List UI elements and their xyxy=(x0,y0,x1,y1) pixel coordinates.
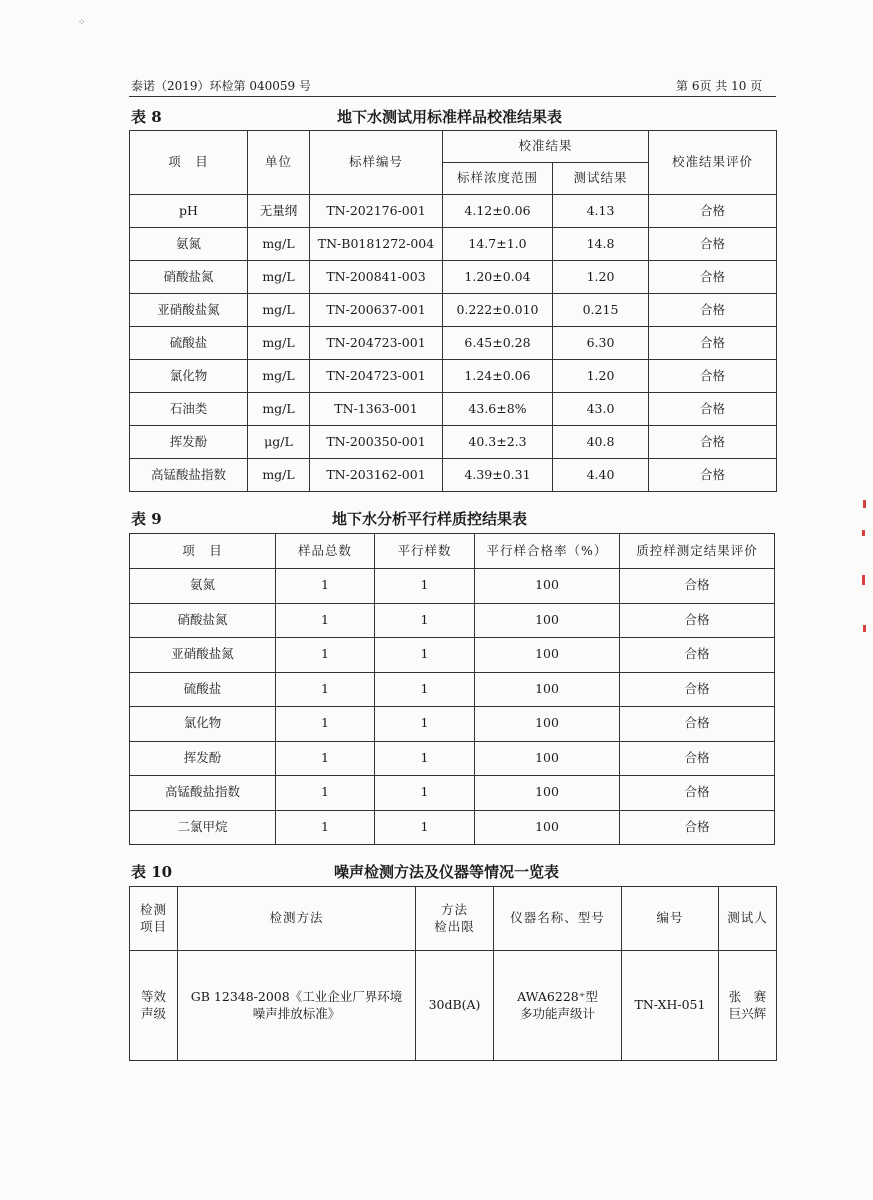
table8-cell-unit: 无量纲 xyxy=(248,195,310,228)
table8-cell-code: TN-B0181272-004 xyxy=(310,228,443,261)
table8-cell-result: 43.0 xyxy=(553,393,649,426)
table9-cell-total: 1 xyxy=(276,810,375,845)
table8-cell-result: 40.8 xyxy=(553,426,649,459)
table8-row xyxy=(130,261,777,294)
table9-cell-rate: 100 xyxy=(475,776,620,811)
table8-cell-result: 1.20 xyxy=(553,261,649,294)
table9-cell-parallel: 1 xyxy=(375,776,475,811)
table9-header-total: 样品总数 xyxy=(276,534,375,569)
table9-row xyxy=(130,603,775,638)
table10-tester-l1: 张 赛 xyxy=(728,988,767,1004)
table8 xyxy=(129,130,777,492)
table9-cell-parallel: 1 xyxy=(375,810,475,845)
table8-cell-code: TN-1363-001 xyxy=(310,393,443,426)
table9-cell-parallel: 1 xyxy=(375,707,475,742)
table10-method-l1: GB 12348-2008《工业企业厂界环境 xyxy=(190,988,403,1004)
table8-cell-item: 氯化物 xyxy=(130,360,248,393)
table8-row xyxy=(130,195,777,228)
table8-cell-unit: mg/L xyxy=(248,294,310,327)
table8-cell-unit: mg/L xyxy=(248,459,310,492)
table10-instrument-l2: 多功能声级计 xyxy=(519,1005,595,1021)
table8-header-result: 测试结果 xyxy=(553,163,649,195)
table9-cell-eval: 合格 xyxy=(620,707,775,742)
table9-cell-total: 1 xyxy=(276,569,375,604)
table9-cell-eval: 合格 xyxy=(620,810,775,845)
table9-header-rate: 平行样合格率（%） xyxy=(475,534,620,569)
table9-cell-item: 挥发酚 xyxy=(130,741,276,776)
edge-mark xyxy=(863,625,866,632)
table10-cell-method xyxy=(178,951,416,1061)
table9-cell-rate: 100 xyxy=(475,603,620,638)
table8-cell-item: 硫酸盐 xyxy=(130,327,248,360)
table8-cell-eval: 合格 xyxy=(649,327,777,360)
edge-mark xyxy=(862,575,865,585)
table8-cell-eval: 合格 xyxy=(649,459,777,492)
table9-cell-rate: 100 xyxy=(475,672,620,707)
table9-title: 地下水分析平行样质控结果表 xyxy=(332,510,528,528)
table8-title: 地下水测试用标准样品校准结果表 xyxy=(337,108,563,126)
table8-row xyxy=(130,327,777,360)
table9-cell-eval: 合格 xyxy=(620,672,775,707)
table8-cell-code: TN-204723-001 xyxy=(310,327,443,360)
scan-smudge: ⁘ xyxy=(78,18,86,28)
table10-item-l2: 声级 xyxy=(140,1005,166,1021)
table8-cell-eval: 合格 xyxy=(649,426,777,459)
table10-header-method: 检测方法 xyxy=(178,887,416,951)
table8-cell-code: TN-200637-001 xyxy=(310,294,443,327)
table9-cell-item: 亚硝酸盐氮 xyxy=(130,638,276,673)
table10-header-limit xyxy=(416,887,494,951)
table10-header-limit-l1: 方法 xyxy=(440,901,468,917)
table9-row xyxy=(130,638,775,673)
table8-cell-unit: mg/L xyxy=(248,393,310,426)
table9-row xyxy=(130,707,775,742)
table8-cell-code: TN-200350-001 xyxy=(310,426,443,459)
table9-cell-eval: 合格 xyxy=(620,638,775,673)
table9-cell-rate: 100 xyxy=(475,638,620,673)
table9-cell-rate: 100 xyxy=(475,741,620,776)
table8-cell-code: TN-204723-001 xyxy=(310,360,443,393)
page-number: 第 6页 共 10 页 xyxy=(676,79,763,93)
table10-header-item-l1: 检测 xyxy=(139,901,167,917)
table8-cell-result: 14.8 xyxy=(553,228,649,261)
table8-cell-result: 4.40 xyxy=(553,459,649,492)
table10-cell-instrument xyxy=(494,951,622,1061)
table8-cell-eval: 合格 xyxy=(649,294,777,327)
table9-cell-parallel: 1 xyxy=(375,741,475,776)
table8-cell-range: 4.39±0.31 xyxy=(443,459,553,492)
table10-header-item xyxy=(130,887,178,951)
table8-row xyxy=(130,426,777,459)
table9-cell-total: 1 xyxy=(276,672,375,707)
table8-cell-range: 14.7±1.0 xyxy=(443,228,553,261)
edge-mark xyxy=(863,500,866,508)
table8-cell-item: 高锰酸盐指数 xyxy=(130,459,248,492)
table8-row xyxy=(130,393,777,426)
table8-cell-code: TN-203162-001 xyxy=(310,459,443,492)
table8-cell-item: 石油类 xyxy=(130,393,248,426)
table9-cell-parallel: 1 xyxy=(375,638,475,673)
table9-row xyxy=(130,810,775,845)
table10-cell-code: TN-XH-051 xyxy=(622,951,719,1061)
table8-cell-range: 1.24±0.06 xyxy=(443,360,553,393)
table8-cell-range: 0.222±0.010 xyxy=(443,294,553,327)
table8-header-code: 标样编号 xyxy=(310,131,443,195)
table8-cell-unit: μg/L xyxy=(248,426,310,459)
table10-item-l1: 等效 xyxy=(140,988,166,1004)
table8-cell-range: 40.3±2.3 xyxy=(443,426,553,459)
table9-cell-eval: 合格 xyxy=(620,569,775,604)
table8-cell-result: 6.30 xyxy=(553,327,649,360)
edge-mark xyxy=(862,530,865,536)
table10 xyxy=(129,886,777,1061)
table9-cell-eval: 合格 xyxy=(620,603,775,638)
table8-cell-item: pH xyxy=(130,195,248,228)
table8-row xyxy=(130,360,777,393)
table9-cell-rate: 100 xyxy=(475,707,620,742)
table9-cell-total: 1 xyxy=(276,603,375,638)
table8-cell-range: 1.20±0.04 xyxy=(443,261,553,294)
table8-header-unit: 单位 xyxy=(248,131,310,195)
table9-row xyxy=(130,776,775,811)
table9-cell-parallel: 1 xyxy=(375,603,475,638)
table9-cell-eval: 合格 xyxy=(620,741,775,776)
table8-cell-range: 6.45±0.28 xyxy=(443,327,553,360)
table8-header-range: 标样浓度范围 xyxy=(443,163,553,195)
table9-row xyxy=(130,672,775,707)
table8-cell-code: TN-202176-001 xyxy=(310,195,443,228)
table9-row xyxy=(130,569,775,604)
table8-cell-item: 氨氮 xyxy=(130,228,248,261)
table9-cell-parallel: 1 xyxy=(375,672,475,707)
table8-cell-result: 0.215 xyxy=(553,294,649,327)
table8-cell-unit: mg/L xyxy=(248,360,310,393)
table8-cell-result: 4.13 xyxy=(553,195,649,228)
table8-header-item: 项 目 xyxy=(130,131,248,195)
table8-cell-unit: mg/L xyxy=(248,228,310,261)
table10-label: 表 10 xyxy=(131,863,173,881)
table9-label: 表 9 xyxy=(131,510,162,528)
table10-cell-item xyxy=(130,951,178,1061)
table10-instrument-l1: AWA6228⁺型 xyxy=(517,988,598,1004)
table9-cell-total: 1 xyxy=(276,776,375,811)
table10-method-l2: 噪声排放标准》 xyxy=(252,1005,341,1021)
table8-cell-unit: mg/L xyxy=(248,327,310,360)
table8-cell-eval: 合格 xyxy=(649,261,777,294)
table8-cell-eval: 合格 xyxy=(649,393,777,426)
table9 xyxy=(129,533,775,845)
table8-cell-eval: 合格 xyxy=(649,195,777,228)
table9-row xyxy=(130,741,775,776)
table10-header-code: 编号 xyxy=(622,887,719,951)
table9-cell-item: 高锰酸盐指数 xyxy=(130,776,276,811)
table8-cell-item: 亚硝酸盐氮 xyxy=(130,294,248,327)
table10-title: 噪声检测方法及仪器等情况一览表 xyxy=(334,863,560,881)
table10-header-instrument: 仪器名称、型号 xyxy=(494,887,622,951)
table8-row xyxy=(130,228,777,261)
table9-cell-item: 氯化物 xyxy=(130,707,276,742)
table8-header-eval: 校准结果评价 xyxy=(649,131,777,195)
table8-cell-item: 挥发酚 xyxy=(130,426,248,459)
table9-header-item: 项 目 xyxy=(130,534,276,569)
table8-cell-unit: mg/L xyxy=(248,261,310,294)
table8-header-calib: 校准结果 xyxy=(443,131,649,163)
table9-cell-rate: 100 xyxy=(475,569,620,604)
table8-cell-eval: 合格 xyxy=(649,228,777,261)
table9-header-eval: 质控样测定结果评价 xyxy=(620,534,775,569)
table8-row xyxy=(130,459,777,492)
table10-header-item-l2: 项目 xyxy=(139,918,167,934)
table9-header-parallel: 平行样数 xyxy=(375,534,475,569)
table10-header-tester: 测试人 xyxy=(719,887,777,951)
table8-cell-item: 硝酸盐氮 xyxy=(130,261,248,294)
table8-row xyxy=(130,294,777,327)
table10-cell-tester xyxy=(719,951,777,1061)
table8-label: 表 8 xyxy=(131,108,162,126)
table9-cell-item: 二氯甲烷 xyxy=(130,810,276,845)
table8-cell-range: 43.6±8% xyxy=(443,393,553,426)
table9-cell-item: 氨氮 xyxy=(130,569,276,604)
table8-cell-result: 1.20 xyxy=(553,360,649,393)
table9-cell-item: 硫酸盐 xyxy=(130,672,276,707)
table10-tester-l2: 巨兴辉 xyxy=(728,1005,767,1021)
table9-cell-item: 硝酸盐氮 xyxy=(130,603,276,638)
report-number: 泰诺（2019）环检第 040059 号 xyxy=(131,79,311,93)
table9-cell-total: 1 xyxy=(276,741,375,776)
table9-cell-rate: 100 xyxy=(475,810,620,845)
table9-cell-total: 1 xyxy=(276,707,375,742)
table10-header-limit-l2: 检出限 xyxy=(434,918,475,934)
header-rule xyxy=(129,96,776,97)
table9-cell-total: 1 xyxy=(276,638,375,673)
table8-cell-code: TN-200841-003 xyxy=(310,261,443,294)
table9-cell-eval: 合格 xyxy=(620,776,775,811)
table9-cell-parallel: 1 xyxy=(375,569,475,604)
table10-cell-limit: 30dB(A) xyxy=(416,951,494,1061)
table8-cell-range: 4.12±0.06 xyxy=(443,195,553,228)
table8-cell-eval: 合格 xyxy=(649,360,777,393)
